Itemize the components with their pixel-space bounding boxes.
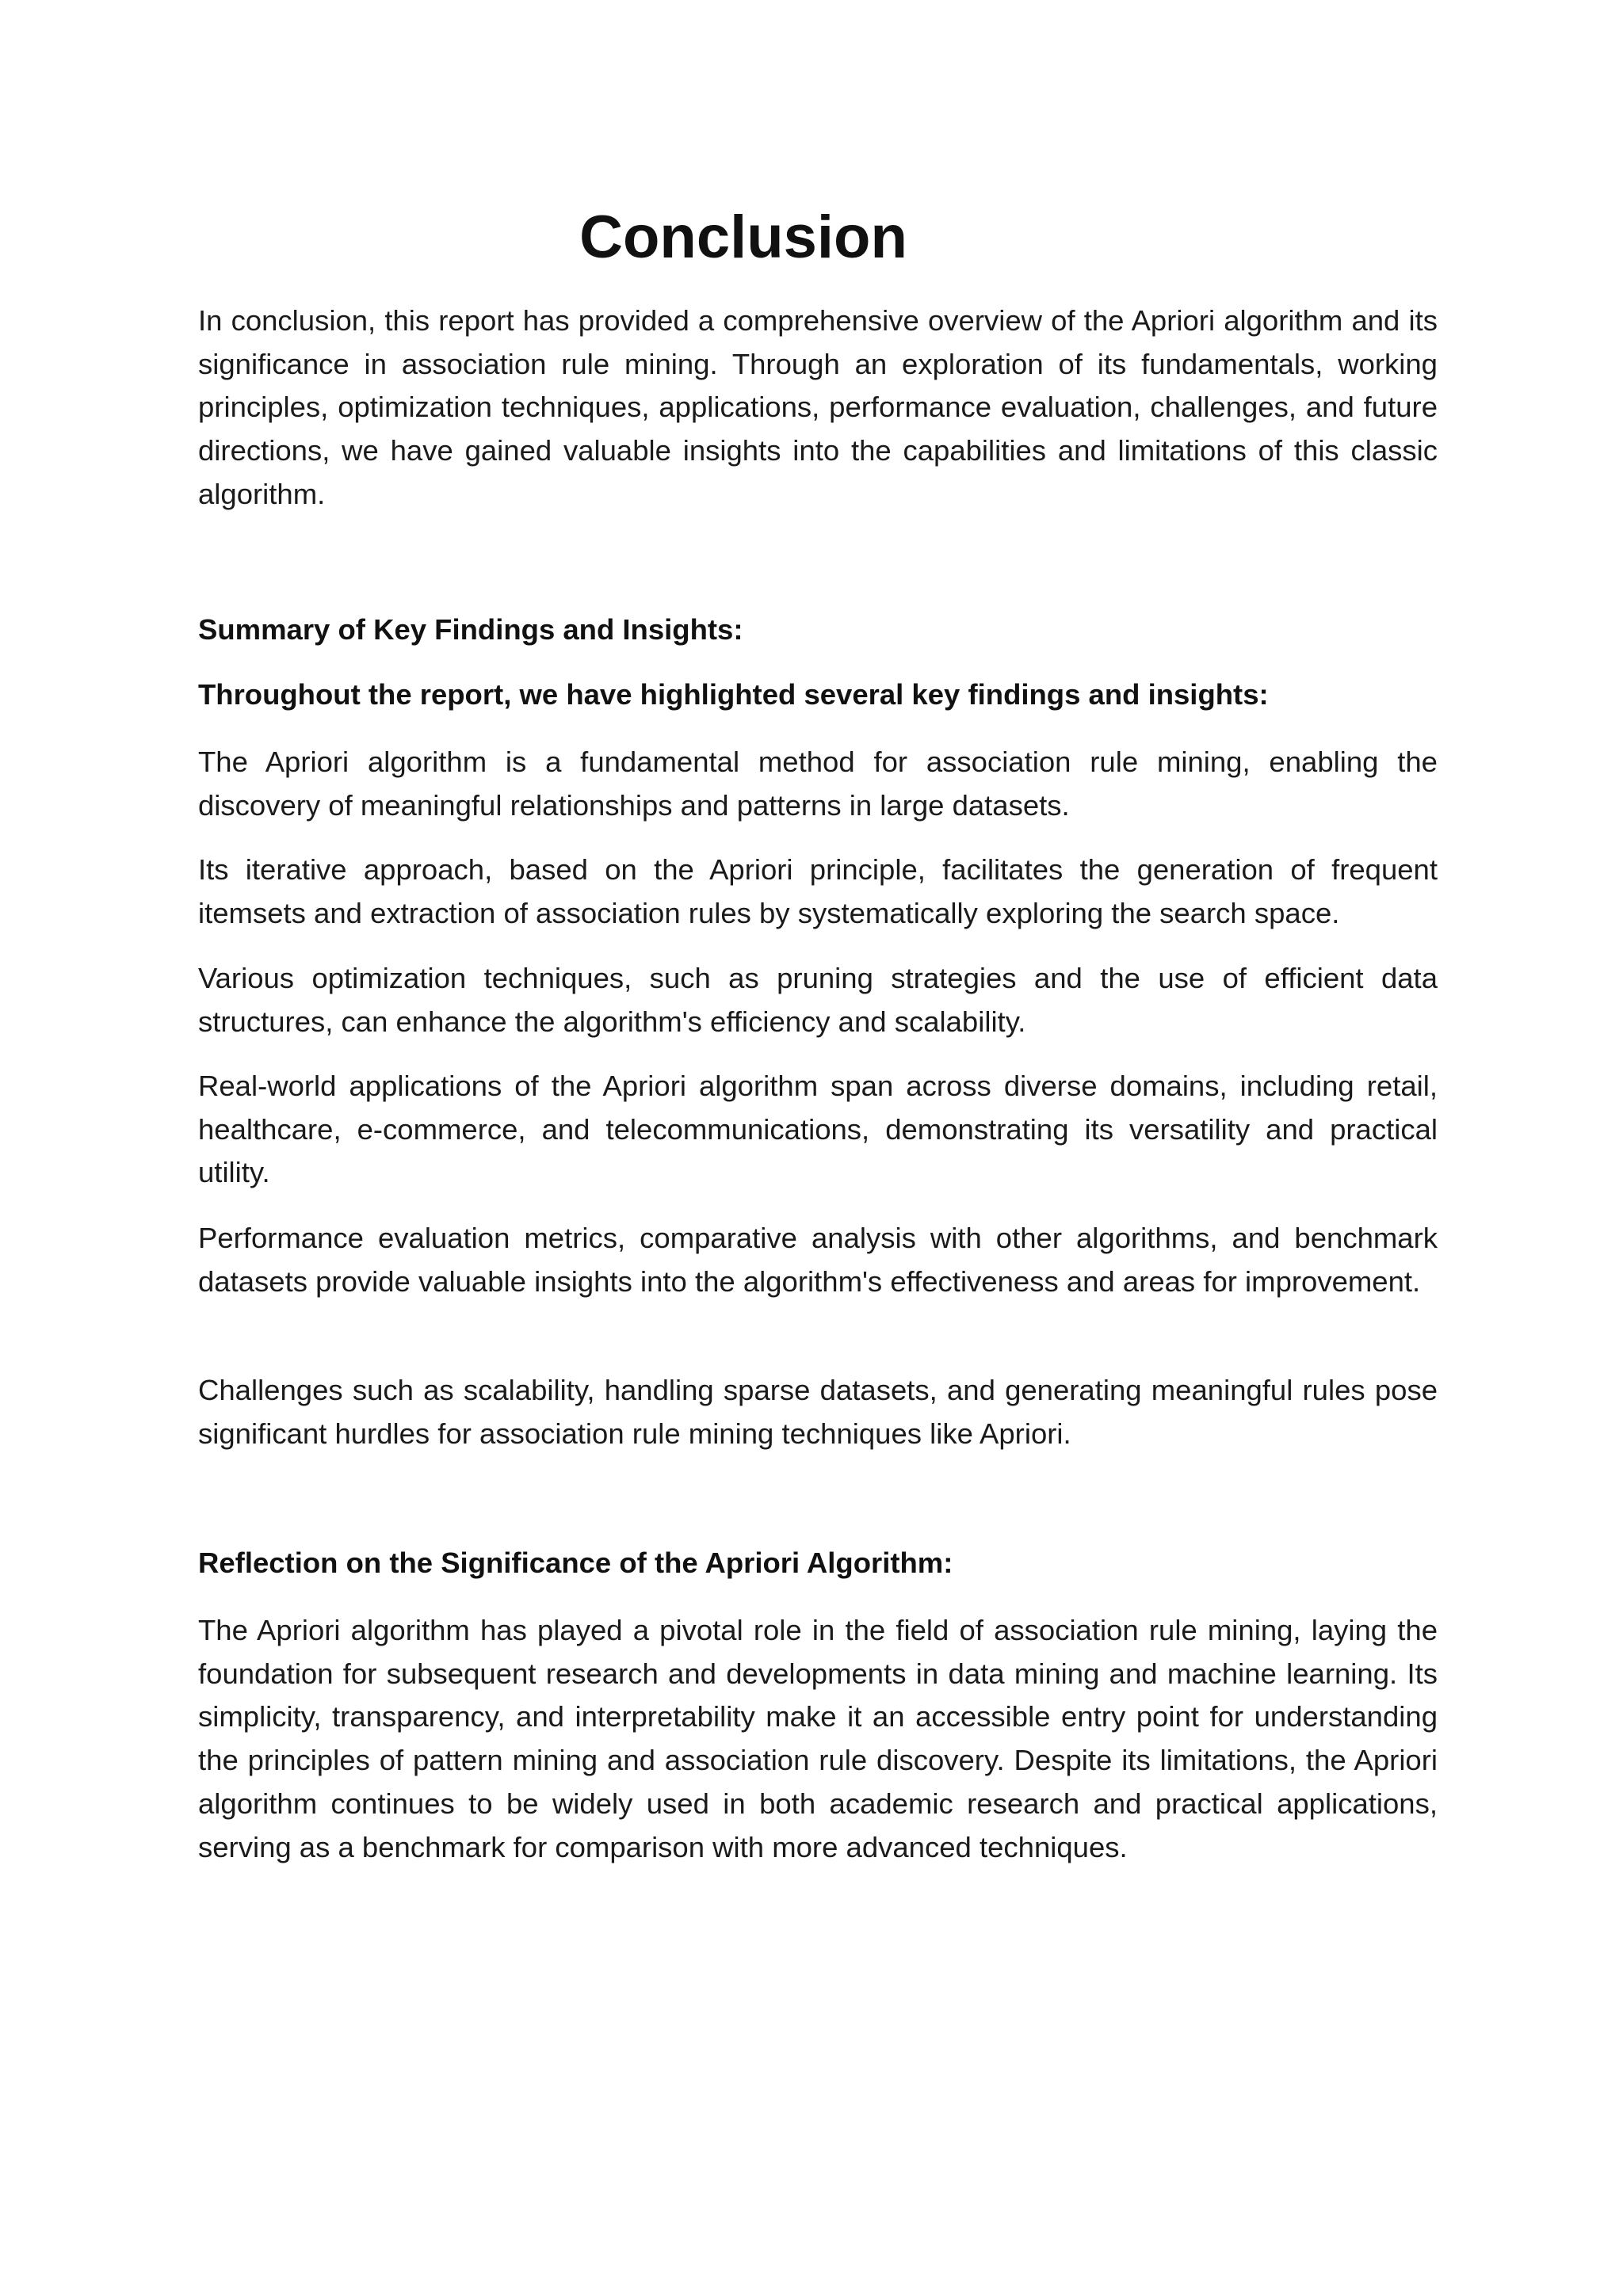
finding-paragraph: The Apriori algorithm is a fundamental method for association rule mining, enabling the discovery of meaningful relationships and patterns in large datasets. [198,746,1438,822]
reflection-paragraph: The Apriori algorithm has played a pivotal role in the field of association rule mining, laying the foundation for subsequent research and developments in data mining and machine learning. Its simplicity, transparency, and interpretability make it an accessible entry point for understanding the principles of pattern mining and association rule discovery. Despite its limitations, the Apriori algorithm continues to be widely used in both academic research and practical applications, serving as a benchmark for comparison with more advanced techniques. [198,1614,1438,1863]
finding-paragraph: Various optimization techniques, such as pruning strategies and the use of efficient data structures, can enhance the algorithm's efficiency and scalability. [198,962,1438,1038]
page-title: Conclusion [579,204,907,271]
summary-heading: Summary of Key Findings and Insights: [198,613,743,646]
finding-paragraph: Challenges such as scalability, handling sparse datasets, and generating meaningful rules pose significant hurdles for association rule mining techniques like Apriori. [198,1374,1438,1450]
summary-subheading: Throughout the report, we have highlighted several key findings and insights: [198,678,1269,711]
reflection-heading: Reflection on the Significance of the Apriori Algorithm: [198,1547,953,1579]
finding-paragraph: Real-world applications of the Apriori algorithm span across diverse domains, including retail, healthcare, e-commerce, and telecommunications, demonstrating its versatility and practical utility. [198,1070,1438,1189]
finding-paragraph: Its iterative approach, based on the Apriori principle, facilitates the generation of frequent itemsets and extraction of association rules by systematically exploring the search space. [198,853,1438,929]
intro-paragraph: In conclusion, this report has provided a comprehensive overview of the Apriori algorithm and its significance in association rule mining. Through an exploration of its fundamentals, working principles, optimization techniques, applications, performance evaluation, challenges, and future directions, we have gained valuable insights into the capabilities and limitations of this classic algorithm. [198,304,1438,510]
finding-paragraph: Performance evaluation metrics, comparative analysis with other algorithms, and benchmark datasets provide valuable insights into the algorithm's effectiveness and areas for improvement. [198,1222,1438,1298]
